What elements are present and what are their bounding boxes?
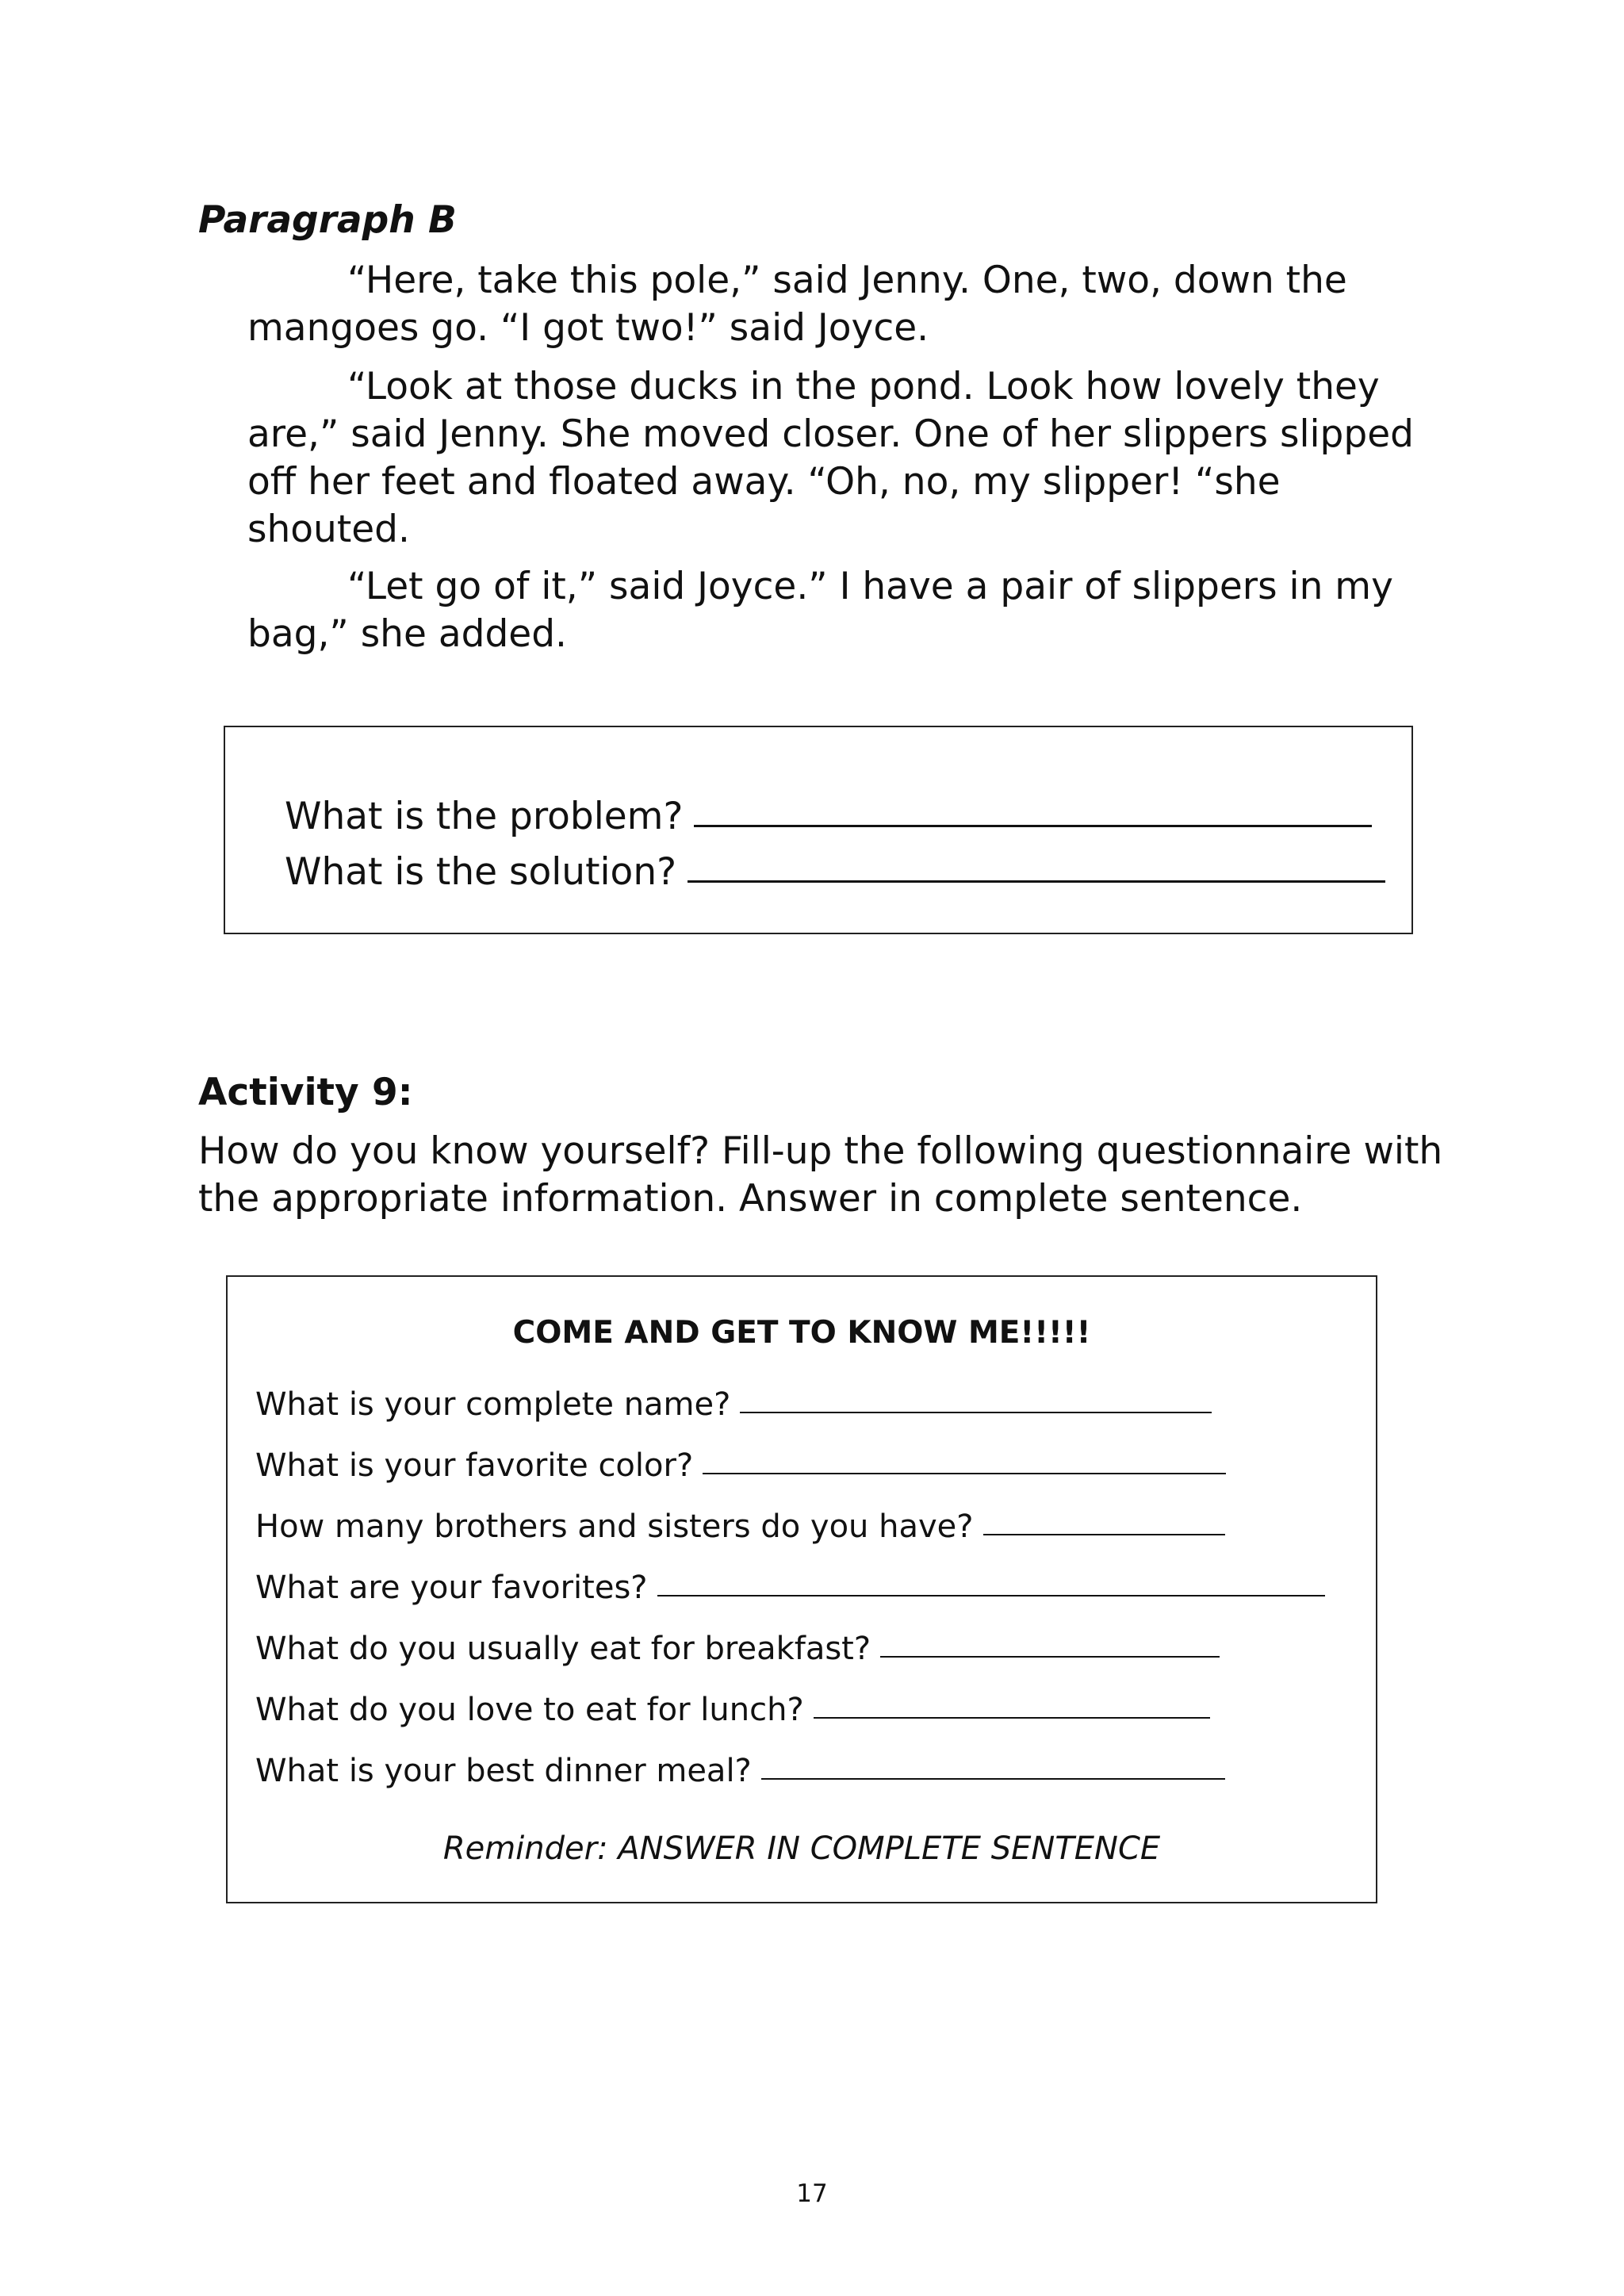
question-row [255, 1753, 1225, 1789]
question-row [255, 1508, 1225, 1545]
questionnaire-title: COME AND GET TO KNOW ME!!!!! [512, 1315, 1091, 1351]
question-label: What are your favorites? [255, 1570, 648, 1606]
question-row [255, 1631, 1220, 1667]
answer-line[interactable] [740, 1411, 1212, 1413]
reminder-note: Reminder: ANSWER IN COMPLETE SENTENCE [442, 1830, 1161, 1867]
answer-line[interactable] [703, 1472, 1226, 1474]
problem-solution-box [224, 726, 1413, 934]
problem-label: What is the problem? [285, 795, 684, 838]
story-paragraph-2: “Look at those ducks in the pond. Look how lovely they are,” said Jenny. She moved closer. One of her slippers slipped off her feet and floated away. “Oh, no, my slipper! “she shouted. [247, 365, 1414, 551]
question-label: What do you love to eat for lunch? [255, 1692, 804, 1728]
activity-instruction: How do you know yourself? Fill-up the following questionnaire with the appropriate information. Answer in complete sentence. [198, 1129, 1443, 1221]
answer-line[interactable] [983, 1533, 1225, 1535]
question-row [255, 1570, 1325, 1606]
question-label: What do you usually eat for breakfast? [255, 1631, 871, 1667]
problem-answer-line[interactable] [694, 824, 1372, 827]
answer-line[interactable] [814, 1716, 1210, 1719]
story-paragraph-1: “Here, take this pole,” said Jenny. One, two, down the mangoes go. “I got two!” said Joyce. [247, 259, 1347, 350]
question-label: What is your favorite color? [255, 1447, 694, 1484]
page-number: 17 [796, 2179, 828, 2208]
question-row [255, 1447, 1226, 1484]
answer-line[interactable] [880, 1655, 1220, 1658]
question-label: What is your complete name? [255, 1386, 731, 1423]
answer-line[interactable] [761, 1777, 1225, 1780]
solution-answer-line[interactable] [688, 880, 1385, 883]
question-label: What is your best dinner meal? [255, 1753, 752, 1789]
question-row [255, 1692, 1210, 1728]
activity-heading: Activity 9: [198, 1071, 413, 1114]
answer-line[interactable] [657, 1594, 1325, 1596]
problem-question [285, 795, 1372, 838]
question-row [255, 1386, 1212, 1423]
solution-label: What is the solution? [285, 850, 677, 894]
solution-question [285, 850, 1385, 894]
story-paragraph-3: “Let go of it,” said Joyce.” I have a pair of slippers in my bag,” she added. [247, 565, 1393, 656]
paragraph-heading: Paragraph B [198, 198, 457, 242]
questionnaire-box [226, 1275, 1377, 1903]
question-label: How many brothers and sisters do you have? [255, 1508, 974, 1545]
